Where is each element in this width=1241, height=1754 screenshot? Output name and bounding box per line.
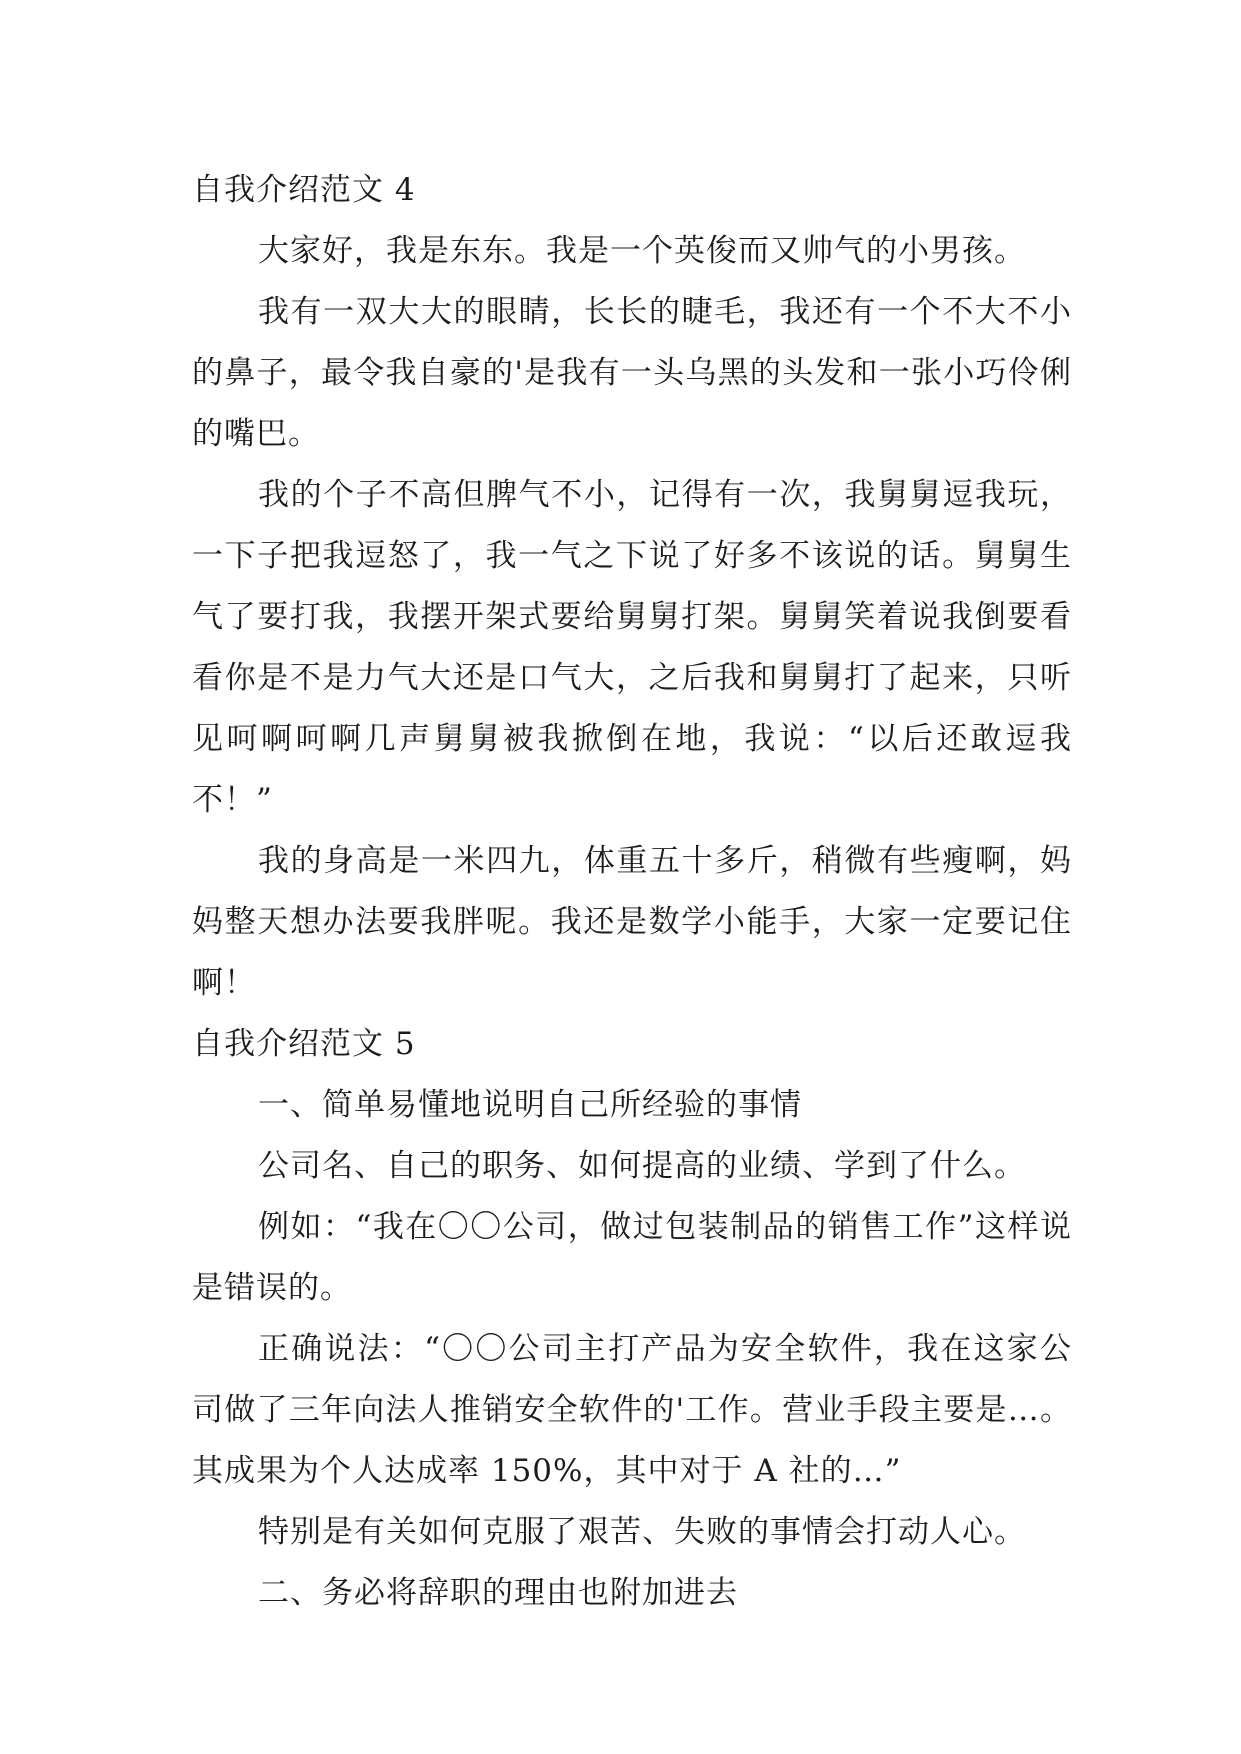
- section-heading: 自我介绍范文 4: [192, 172, 416, 208]
- paragraph: 正确说法：“〇〇公司主打产品为安全软件，我在这家公司做了三年向法人推销安全软件的'工作。营业手段主要是…。其成果为个人达成率 150%，其中对于 A 社的…”: [192, 1331, 1072, 1489]
- paragraph: 我有一双大大的眼睛，长长的睫毛，我还有一个不大不小的鼻子，最令我自豪的'是我有一头乌黑的头发和一张小巧伶俐的嘴巴。: [192, 294, 1072, 452]
- paragraph: 我的身高是一米四九，体重五十多斤，稍微有些瘦啊，妈妈整天想办法要我胖呢。我还是数学小能手，大家一定要记住啊！: [192, 843, 1072, 1001]
- paragraph: 一、简单易懂地说明自己所经验的事情: [258, 1087, 802, 1123]
- document-body: [192, 160, 1072, 1624]
- paragraph: 我的个子不高但脾气不小，记得有一次，我舅舅逗我玩，一下子把我逗怒了，我一气之下说了好多不该说的话。舅舅生气了要打我，我摆开架式要给舅舅打架。舅舅笑着说我倒要看看你是不是力气大还是口气大，之后我和舅舅打了起来，只听见呵啊呵啊几声舅舅被我掀倒在地，我说：“以后还敢逗我不！”: [192, 477, 1072, 818]
- paragraph: 例如：“我在〇〇公司，做过包装制品的销售工作”这样说是错误的。: [192, 1209, 1072, 1306]
- section-heading: 自我介绍范文 5: [192, 1026, 416, 1062]
- paragraph: 二、务必将辞职的理由也附加进去: [258, 1575, 738, 1611]
- paragraph: 特别是有关如何克服了艰苦、失败的事情会打动人心。: [258, 1514, 1026, 1550]
- paragraph: 大家好，我是东东。我是一个英俊而又帅气的小男孩。: [258, 233, 1026, 269]
- paragraph: 公司名、自己的职务、如何提高的业绩、学到了什么。: [258, 1148, 1026, 1184]
